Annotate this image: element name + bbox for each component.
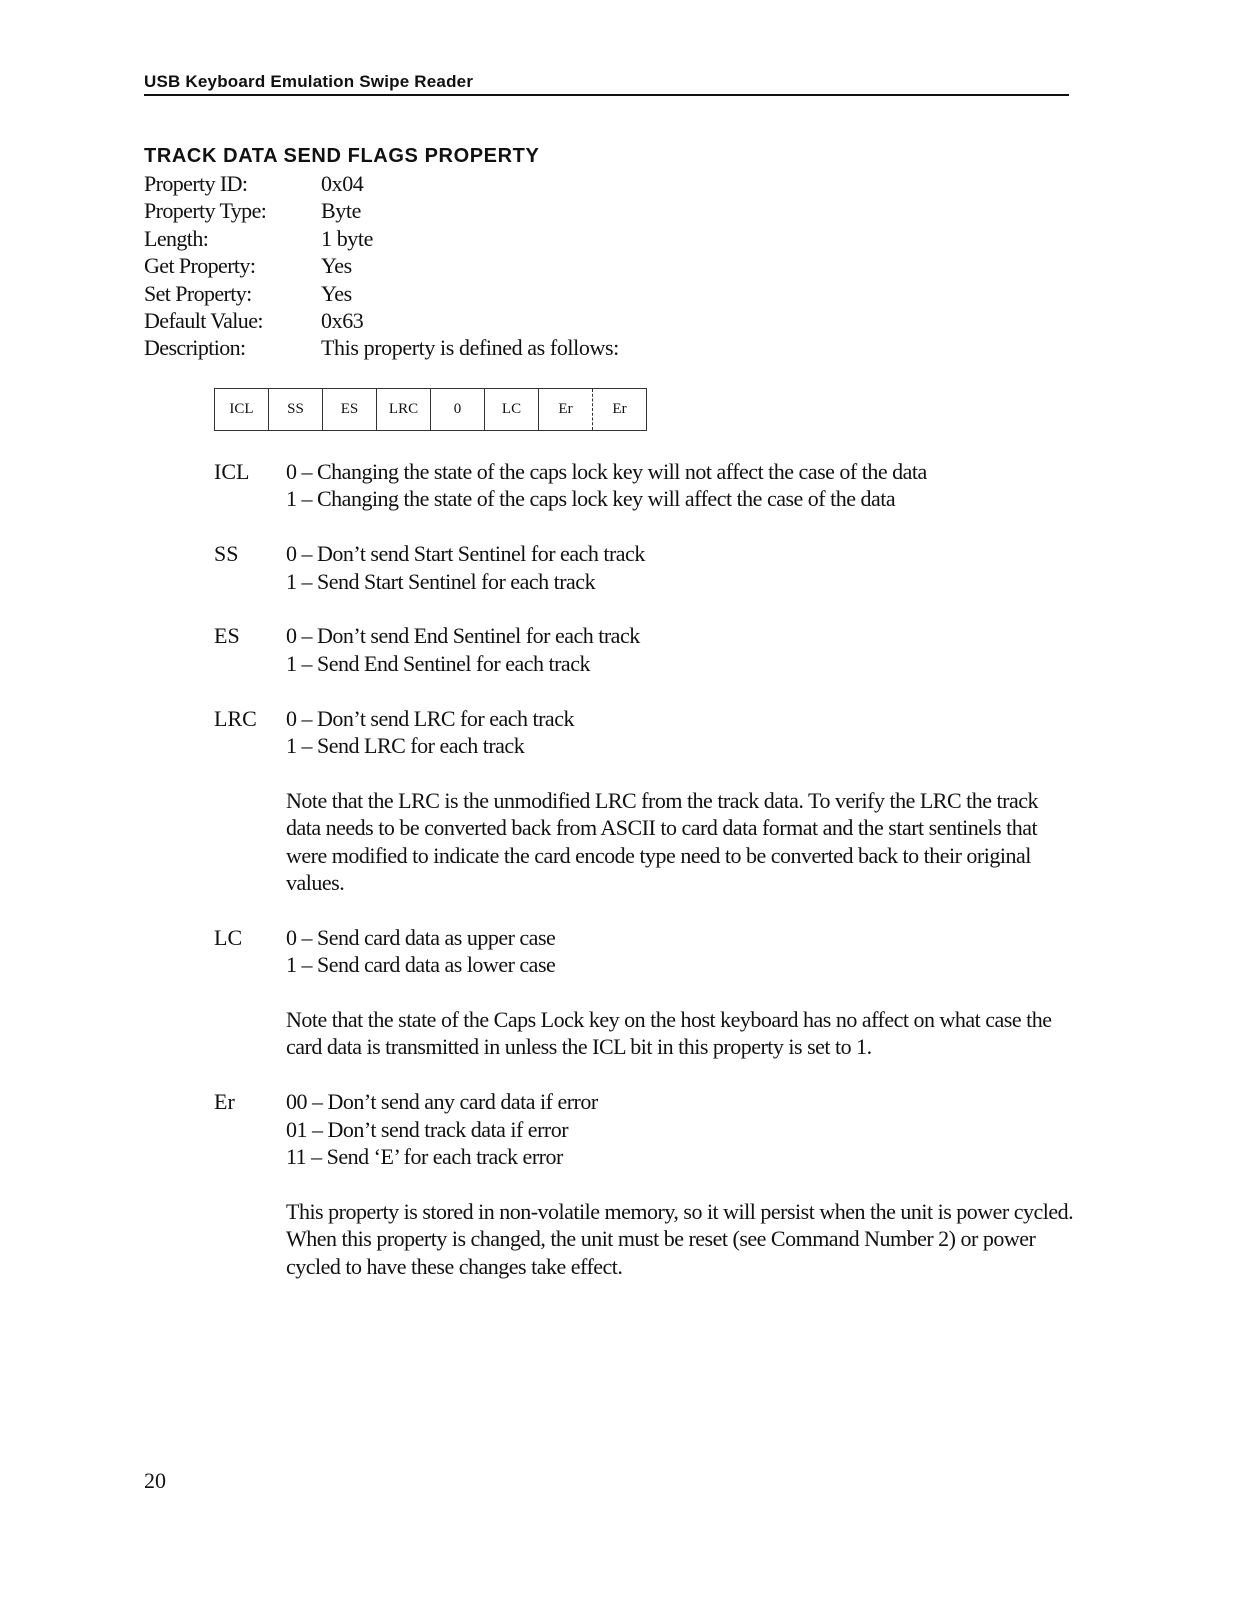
section-title: TRACK DATA SEND FLAGS PROPERTY xyxy=(144,145,540,167)
definition-key: LRC xyxy=(214,705,257,731)
property-value: Yes xyxy=(321,253,352,279)
property-value: This property is defined as follows: xyxy=(321,335,619,361)
definition-er xyxy=(214,1088,1074,1280)
property-label: Description: xyxy=(144,335,246,361)
property-row-default xyxy=(144,307,619,334)
definition-line: 1 – Send LRC for each track xyxy=(286,733,525,759)
property-label: Default Value: xyxy=(144,308,263,334)
property-table xyxy=(144,170,619,362)
definition-lc xyxy=(214,924,1074,1061)
definition-line: 1 – Send Start Sentinel for each track xyxy=(286,568,596,594)
property-row-type xyxy=(144,197,619,224)
running-header: USB Keyboard Emulation Swipe Reader xyxy=(144,72,1069,96)
definition-line: 00 – Don’t send any card data if error xyxy=(286,1089,598,1115)
definition-key: LC xyxy=(214,924,243,950)
property-row-set xyxy=(144,280,619,307)
definition-note: Note that the state of the Caps Lock key on the host keyboard has no affect on what case the card data is transmitted in unless the ICL bit in this property is set to 1. xyxy=(286,1007,1052,1060)
property-label: Property Type: xyxy=(144,198,267,224)
property-value: 1 byte xyxy=(321,225,373,251)
bit-cell: Er xyxy=(539,389,593,430)
definition-line: 1 – Send card data as lower case xyxy=(286,952,556,978)
property-value: 0x63 xyxy=(321,308,364,334)
bit-cell: SS xyxy=(269,389,323,430)
bit-cell: ICL xyxy=(215,389,269,430)
definition-lrc xyxy=(214,705,1074,897)
property-row-length xyxy=(144,225,619,252)
definition-ss xyxy=(214,540,1074,595)
definition-line: 0 – Don’t send Start Sentinel for each track xyxy=(286,541,645,567)
property-label: Property ID: xyxy=(144,171,248,196)
definition-key: SS xyxy=(214,541,239,567)
property-value: Byte xyxy=(321,198,361,224)
definition-note: Note that the LRC is the unmodified LRC from the track data. To verify the LRC the track data needs to be converted back from ASCII to card data format and the start sentinels that were modified to indicate the card encode type need to be converted back to their original values. xyxy=(286,787,1038,896)
definition-line: 11 – Send ‘E’ for each track error xyxy=(286,1144,563,1170)
definition-line: 01 – Don’t send track data if error xyxy=(286,1116,569,1142)
bit-cell: 0 xyxy=(431,389,485,430)
definition-line: 0 – Send card data as upper case xyxy=(286,924,556,950)
definition-line: 0 – Don’t send LRC for each track xyxy=(286,705,574,731)
bitfield-diagram xyxy=(214,388,647,431)
definition-line: 0 – Changing the state of the caps lock key will not affect the case of the data xyxy=(286,459,927,484)
bit-cell: LC xyxy=(485,389,539,430)
definition-note: This property is stored in non-volatile memory, so it will persist when the unit is power cycled. When this property is changed, the unit must be reset (see Command Number 2) or power cycled to have these changes take effect. xyxy=(286,1198,1074,1279)
property-value: Yes xyxy=(321,280,352,306)
definition-line: 1 – Send End Sentinel for each track xyxy=(286,650,590,676)
property-row-id xyxy=(144,170,619,197)
bit-cell: Er xyxy=(612,401,627,417)
definition-key: ICL xyxy=(214,459,250,484)
definition-icl xyxy=(214,458,1074,513)
bit-cell: ES xyxy=(323,389,377,430)
property-value: 0x04 xyxy=(321,171,364,196)
property-label: Set Property: xyxy=(144,280,252,306)
bit-definitions xyxy=(214,458,1074,1307)
definition-line: 1 – Changing the state of the caps lock key will affect the case of the data xyxy=(286,486,896,512)
property-row-description xyxy=(144,334,619,361)
definition-key: ES xyxy=(214,623,240,649)
page-number: 20 xyxy=(144,1468,166,1493)
property-row-get xyxy=(144,252,619,279)
definition-es xyxy=(214,622,1074,677)
definition-line: 0 – Don’t send End Sentinel for each track xyxy=(286,623,640,649)
property-label: Get Property: xyxy=(144,253,256,279)
definition-key: Er xyxy=(214,1089,235,1115)
property-label: Length: xyxy=(144,225,209,251)
bit-cell: LRC xyxy=(377,389,431,430)
